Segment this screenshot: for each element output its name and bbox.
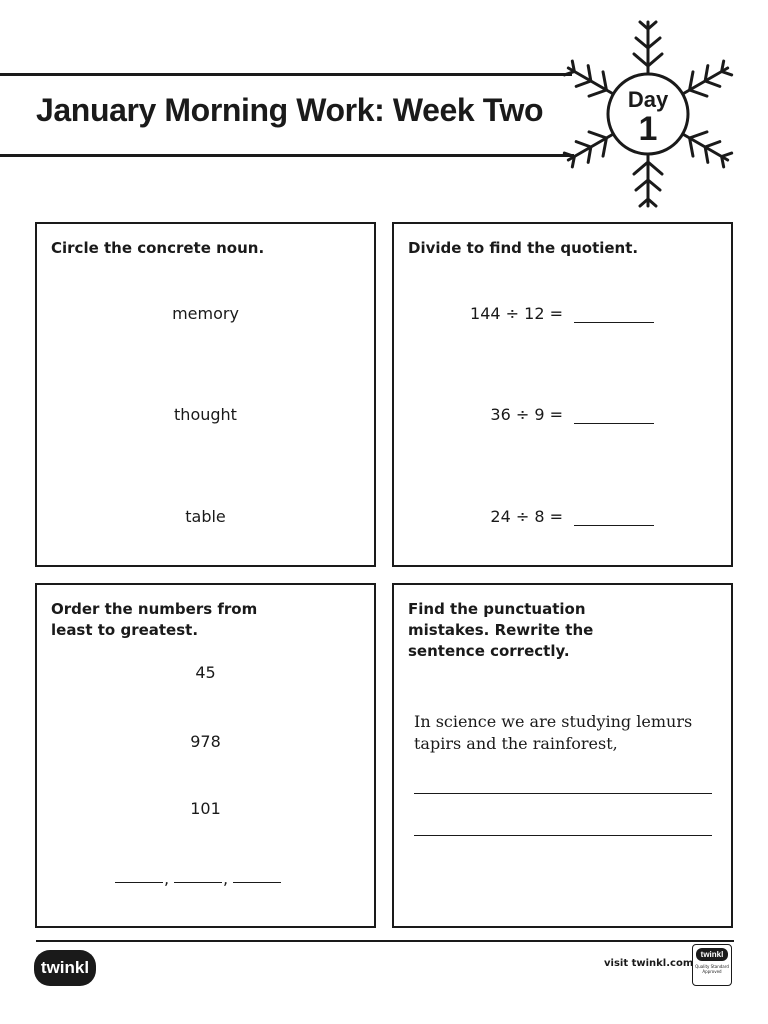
number-item: 101 bbox=[190, 799, 221, 818]
snowflake-day-badge bbox=[556, 10, 740, 218]
punctuation-panel bbox=[392, 583, 733, 928]
order-blank-1[interactable] bbox=[115, 882, 163, 883]
answer-blank[interactable] bbox=[574, 525, 654, 526]
badge-text: Quality Standard Approved bbox=[695, 964, 729, 974]
rewrite-line-1[interactable] bbox=[414, 793, 712, 794]
quality-badge bbox=[692, 944, 732, 986]
order-blank-3[interactable] bbox=[233, 882, 281, 883]
visit-link[interactable]: visit twinkl.com bbox=[604, 958, 694, 969]
ordering-prompt: Order the numbers from least to greatest. bbox=[51, 600, 258, 639]
division-equation: 36 ÷ 9 = bbox=[490, 405, 563, 424]
order-separator: , bbox=[164, 869, 170, 888]
number-item: 45 bbox=[195, 663, 216, 682]
rewrite-line-2[interactable] bbox=[414, 835, 712, 836]
noun-option-thought[interactable]: thought bbox=[174, 405, 237, 424]
division-equation: 144 ÷ 12 = bbox=[470, 304, 563, 323]
badge-logo: twinkl bbox=[696, 948, 728, 961]
day-label: Day bbox=[627, 87, 669, 112]
footer-rule bbox=[36, 940, 734, 942]
noun-option-memory[interactable]: memory bbox=[172, 304, 239, 323]
day-number: 1 bbox=[638, 110, 658, 148]
incorrect-sentence: In science we are studying lemurs tapirs and the rainforest, bbox=[414, 712, 693, 753]
division-equation: 24 ÷ 8 = bbox=[490, 507, 563, 526]
noun-option-table[interactable]: table bbox=[185, 507, 226, 526]
number-item: 978 bbox=[190, 732, 221, 751]
division-panel bbox=[392, 222, 733, 567]
punctuation-prompt: Find the punctuation mistakes. Rewrite the sentence correctly. bbox=[408, 600, 594, 660]
header-top-rule bbox=[0, 73, 572, 76]
ordering-panel bbox=[35, 583, 376, 928]
concrete-noun-panel bbox=[35, 222, 376, 567]
division-prompt: Divide to find the quotient. bbox=[408, 239, 639, 257]
twinkl-logo: twinkl bbox=[34, 950, 96, 986]
header-bottom-rule bbox=[0, 154, 574, 157]
order-blank-2[interactable] bbox=[174, 882, 222, 883]
answer-blank[interactable] bbox=[574, 423, 654, 424]
order-separator: , bbox=[223, 869, 229, 888]
answer-blank[interactable] bbox=[574, 322, 654, 323]
page-title: January Morning Work: Week Two bbox=[36, 92, 544, 128]
concrete-noun-prompt: Circle the concrete noun. bbox=[51, 239, 265, 257]
